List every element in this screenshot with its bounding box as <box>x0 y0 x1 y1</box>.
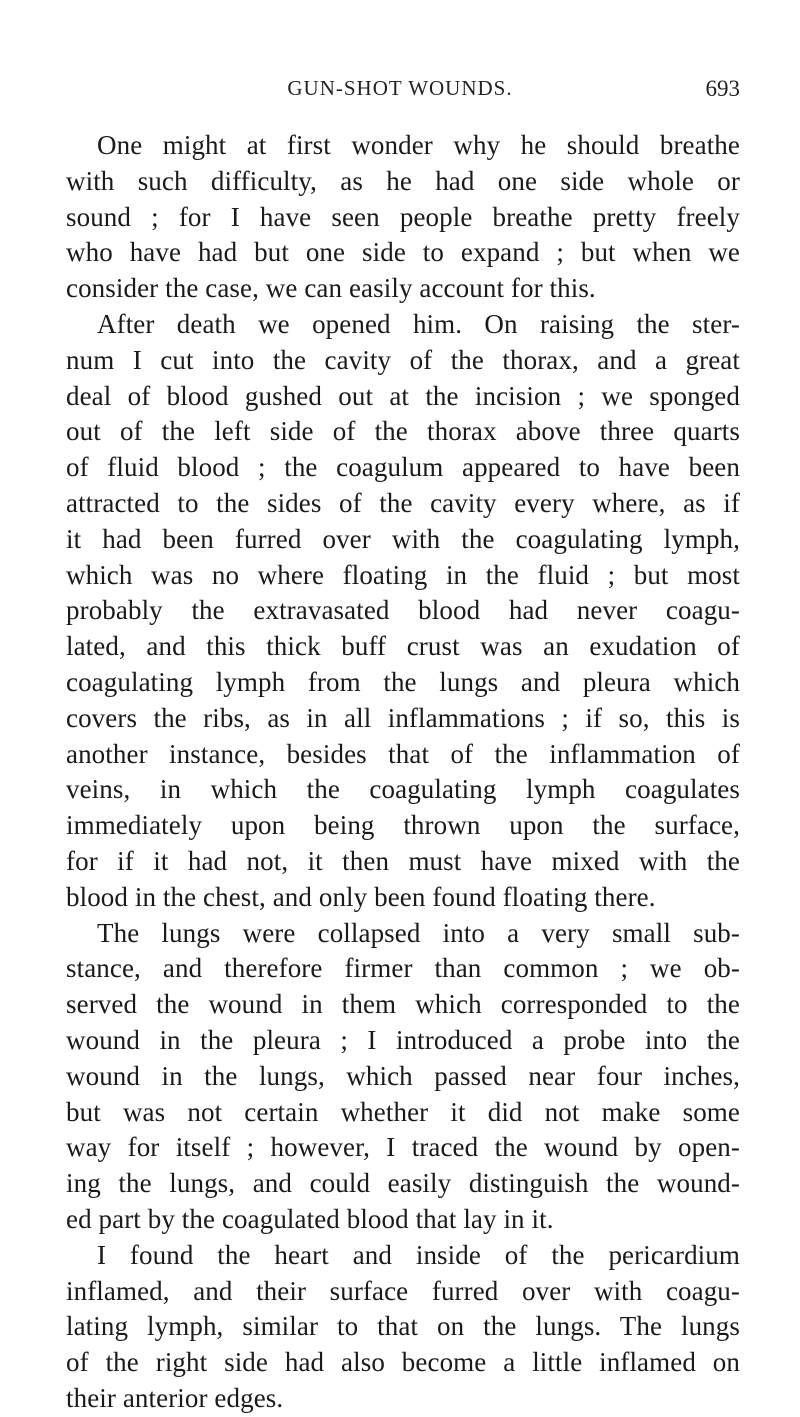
text-line: immediately upon being thrown upon the surface, <box>66 810 740 841</box>
text-line: but was not certain whether it did not make some <box>66 1096 740 1127</box>
text-line: deal of blood gushed out at the incision ; we sponged <box>66 380 740 411</box>
text-line: served the wound in them which corresponded to the <box>66 989 740 1020</box>
text-line: of the right side had also become a little inflamed on <box>66 1347 740 1378</box>
text-line: After death we opened him. On raising the ster- <box>97 308 740 339</box>
text-line: One might at first wonder why he should breathe <box>97 130 740 160</box>
running-head <box>60 76 740 108</box>
text-line: way for itself ; however, I traced the wound by open- <box>66 1132 740 1163</box>
text-line: which was no where floating in the fluid ; but most <box>66 559 740 590</box>
text-line: I found the heart and inside of the pericardium <box>97 1239 740 1270</box>
text-line: lating lymph, similar to that on the lungs. The lungs <box>66 1311 740 1342</box>
text-line: lated, and this thick buff crust was an exudation of <box>66 631 740 662</box>
text-line: inflamed, and their surface furred over with coagu- <box>66 1275 740 1306</box>
text-line: coagulating lymph from the lungs and pleura which <box>66 666 740 697</box>
text-line: covers the ribs, as in all inflammations ; if so, this is <box>66 702 740 733</box>
text-line: who have had but one side to expand ; but when we <box>66 237 740 268</box>
text-line: another instance, besides that of the inflammation of <box>66 738 740 769</box>
body-text <box>66 128 740 1417</box>
text-line: veins, in which the coagulating lymph coagulates <box>66 774 740 805</box>
text-line: out of the left side of the thorax above three quarts <box>66 416 740 447</box>
text-line: ing the lungs, and could easily distinguish the wound- <box>66 1168 740 1199</box>
text-line: sound ; for I have seen people breathe pretty freely <box>66 201 740 232</box>
text-line: attracted to the sides of the cavity every where, as if <box>66 487 740 518</box>
text-line: stance, and therefore firmer than common ; we ob- <box>66 953 740 984</box>
text-line: consider the case, we can easily account for this. <box>66 273 596 304</box>
running-title: GUN-SHOT WOUNDS. <box>287 76 513 100</box>
text-line: num I cut into the cavity of the thorax, and a great <box>66 344 740 375</box>
page-number: 693 <box>705 76 740 101</box>
text-line: The lungs were collapsed into a very small sub- <box>97 917 740 948</box>
text-line: wound in the pleura ; I introduced a probe into the <box>66 1024 740 1055</box>
text-line: wound in the lungs, which passed near four inches, <box>66 1060 740 1091</box>
text-line: their anterior edges. <box>66 1382 284 1413</box>
text-line: for if it had not, it then must have mixed with the <box>66 845 740 876</box>
text-line: with such difficulty, as he had one side whole or <box>66 165 740 196</box>
text-line: probably the extravasated blood had never coagu- <box>66 595 740 626</box>
text-line: blood in the chest, and only been found floating there. <box>66 881 656 912</box>
text-line: it had been furred over with the coagulating lymph, <box>66 523 740 554</box>
text-line: ed part by the coagulated blood that lay in it. <box>66 1203 554 1234</box>
text-line: of fluid blood ; the coagulum appeared to have been <box>66 452 740 483</box>
